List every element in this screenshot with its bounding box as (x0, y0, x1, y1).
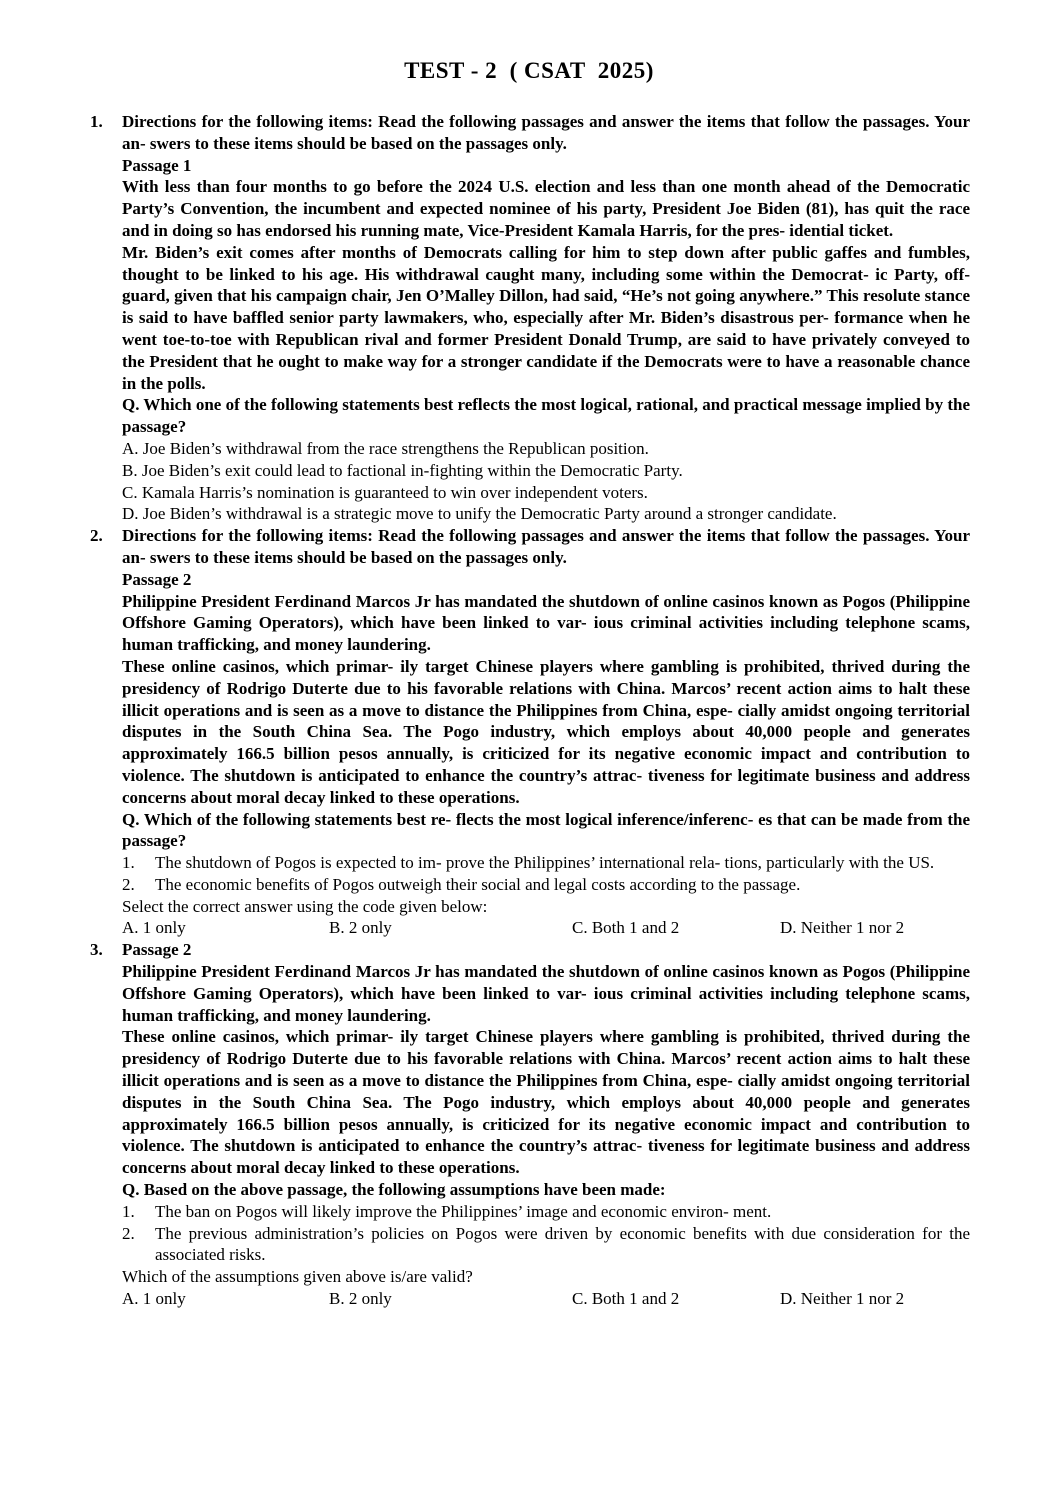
statement-number: 1. (122, 1201, 135, 1221)
passage-paragraph: These online casinos, which primar- ily target Chinese players where gambling is prohibited, thrived during the presidency of Rodrigo Duterte due to his favorable relations with China. Marcos’ recent action aims to halt these illicit operations and is seen as a move to distance the Philippines from China, espe- cially amidst ongoing territorial disputes in the South China Sea. The Pogo industry, which employs about 40,000 people and generates approximately 166.5 billion pesos annually, is criticized for its negative economic impact and contribution to violence. The shutdown is anticipated to enhance the country’s attrac- tiveness for legitimate business and address concerns about moral decay linked to these operations. (122, 656, 970, 807)
passage-label: Passage 1 (122, 155, 192, 175)
statement-text: The shutdown of Pogos is expected to im- prove the Philippines’ international rela- tions, particularly with the US. (155, 853, 935, 873)
option-a: A. 1 only (122, 1289, 186, 1309)
option-b: B. 2 only (329, 918, 392, 938)
options-row (122, 1288, 970, 1310)
passage-paragraph: Mr. Biden’s exit comes after months of Democrats calling for him to step down after public gaffes and fumbles, thought to be linked to his age. His withdrawal caught many, including some within the Democrat- ic Party, off-guard, given that his campaign chair, Jen O’Malley Dillon, had said, “He’s not going anywhere.” This resolute stance is said to have baffled senior party lawmakers, who, especially after Mr. Biden’s disastrous per- formance when he went toe-to-toe with Republican rival and former President Donald Trump, are said to have privately conveyed to the President that he ought to make way for a stronger candidate if the Democrats were to have a reasonable chance in the polls. (122, 242, 970, 393)
statement (122, 1201, 970, 1223)
question-list (90, 111, 970, 1310)
question-number: 3. (90, 940, 103, 960)
statement (122, 852, 970, 874)
option-line: D. Joe Biden’s withdrawal is a strategic move to unify the Democratic Party around a stronger candidate. (122, 504, 837, 524)
instruction-text: Which of the assumptions given above is/are valid? (122, 1267, 473, 1287)
statement-number: 2. (122, 1223, 135, 1243)
passage-paragraph: With less than four months to go before the 2024 U.S. election and less than one month ahead of the Democratic Party’s Convention, the incumbent and expected nominee of his party, President Joe Biden (81), has quit the race and in doing so has endorsed his running mate, Vice-President Kamala Harris, for the pres- idential ticket. (122, 177, 970, 240)
option-d: D. Neither 1 nor 2 (780, 918, 905, 938)
statement-text: The previous administration’s policies on Pogos were driven by economic benefits with due consideration for the associated risks. (155, 1223, 970, 1265)
passage-paragraph: These online casinos, which primar- ily target Chinese players where gambling is prohibited, thrived during the presidency of Rodrigo Duterte due to his favorable relations with China. Marcos’ recent action aims to halt these illicit operations and is seen as a move to distance the Philippines from China, espe- cially amidst ongoing territorial disputes in the South China Sea. The Pogo industry, which employs about 40,000 people and generates approximately 166.5 billion pesos annually, is criticized for its negative economic impact and contribution to violence. The shutdown is anticipated to enhance the country’s attrac- tiveness for legitimate business and address concerns about moral decay linked to these operations. (122, 1027, 970, 1178)
directions-text: Directions for the following items: Read the following passages and answer the items that follow the passages. Your an- swers to these items should be based on the passages only. (122, 526, 970, 567)
question-text: Q. Which one of the following statements best reflects the most logical, rational, and practical message implied by the passage? (122, 395, 970, 437)
instruction-text: Select the correct answer using the code given below: (122, 896, 488, 916)
passage-paragraph: Philippine President Ferdinand Marcos Jr has mandated the shutdown of online casinos known as Pogos (Philippine Offshore Gaming Operators), which have been linked to var- ious criminal activities including telephone scams, human trafficking, and money laundering. (122, 962, 970, 1025)
passage-label: Passage 2 (122, 940, 192, 960)
question-text: Q. Which of the following statements best re- flects the most logical inference/inferenc- es that can be made from the passage? (122, 809, 970, 851)
statement (122, 1223, 970, 1267)
option-line: A. Joe Biden’s withdrawal from the race strengthens the Republican position. (122, 438, 649, 458)
question-number: 1. (90, 112, 103, 131)
passage-paragraph: Philippine President Ferdinand Marcos Jr has mandated the shutdown of online casinos known as Pogos (Philippine Offshore Gaming Operators), which have been linked to var- ious criminal activities including telephone scams, human trafficking, and money laundering. (122, 591, 970, 655)
option-b: B. 2 only (329, 1289, 392, 1309)
option-line: C. Kamala Harris’s nomination is guaranteed to win over independent voters. (122, 482, 648, 502)
statement (122, 874, 970, 896)
statement-number: 1. (122, 853, 135, 873)
question-text: Q. Based on the above passage, the following assumptions have been made: (122, 1180, 666, 1200)
question-item (90, 111, 970, 525)
option-d: D. Neither 1 nor 2 (780, 1289, 905, 1309)
question-content (122, 111, 970, 525)
option-a: A. 1 only (122, 918, 186, 938)
option-line: B. Joe Biden’s exit could lead to factional in-fighting within the Democratic Party. (122, 460, 683, 480)
statement-text: The ban on Pogos will likely improve the Philippines’ image and economic environ- ment. (155, 1201, 772, 1221)
option-c: C. Both 1 and 2 (572, 918, 680, 938)
page-title: TEST - 2 ( CSAT 2025) (404, 58, 654, 83)
directions-text: Directions for the following items: Read the following passages and answer the items that follow the passages. Your an- swers to these items should be based on the passages only. (122, 112, 970, 153)
statement-text: The economic benefits of Pogos outweigh their social and legal costs according to the passage. (155, 874, 801, 894)
question-item (90, 939, 970, 1310)
question-item (90, 525, 970, 939)
passage-label: Passage 2 (122, 569, 192, 589)
question-content (122, 939, 970, 1310)
question-number: 2. (90, 526, 103, 546)
question-content (122, 525, 970, 939)
statement-number: 2. (122, 874, 135, 894)
options-row (122, 917, 970, 939)
option-c: C. Both 1 and 2 (572, 1289, 680, 1309)
